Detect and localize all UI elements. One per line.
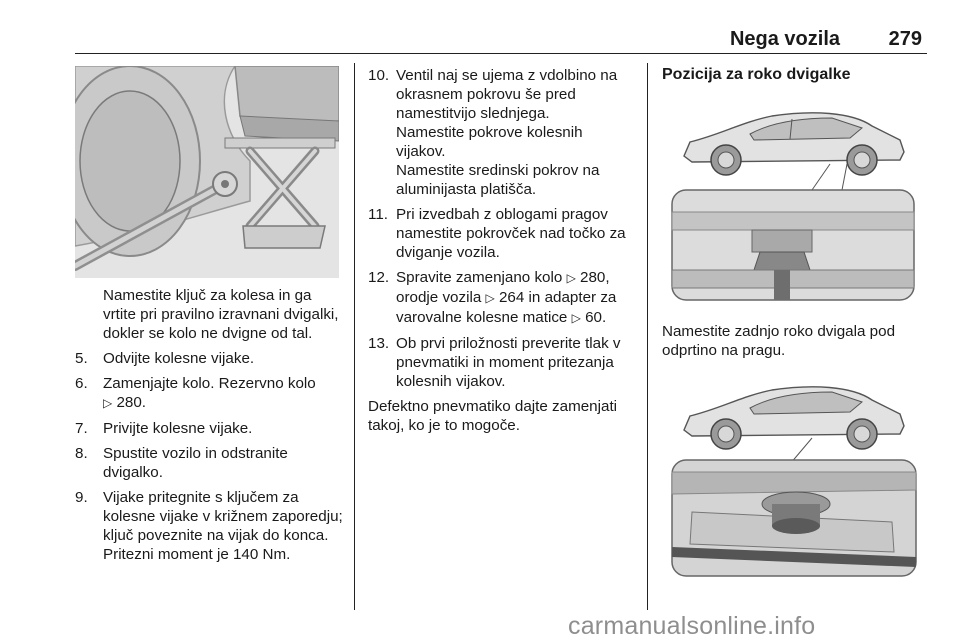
jack-position-illustration-2 (662, 372, 928, 582)
list-item: 11. Pri izvedbah z oblogami pragov namestite pokrovček nad točko za dviganje vozila. (368, 206, 626, 261)
column-divider (354, 63, 355, 610)
triangle-ref-icon: ▷ (103, 396, 113, 410)
list-item: 6. Zamenjajte kolo. Rezervno kolo ▷ 280. (75, 375, 316, 411)
column-1 (75, 286, 343, 570)
header-rule (75, 53, 927, 54)
list-item: 10. Ventil naj se ujema z vdolbino na okrasnem pokrovu še pred namestitvijo slednjega. Namestite pokrove kolesnih vijakov. Namestite sredinski pokrov na aluminijasta platišča. (368, 67, 618, 198)
page-reference-link[interactable]: 280, (580, 269, 610, 286)
running-header: Nega vozila (729, 28, 840, 50)
note-paragraph: Defektno pnevmatiko dajte zamenjati takoj, ko je to mogoče. (368, 398, 618, 434)
jack-illustration (75, 66, 339, 278)
watermark: carmanualsonline.info (568, 612, 816, 640)
page-reference-link[interactable]: 264 in adapter za varovalne kolesne matice (396, 289, 617, 326)
page-number: 279 (888, 28, 922, 50)
intro-paragraph: Namestite ključ za kolesa in ga vrtite pri pravilno izravnani dvigalki, dokler se kolo ne dvigne od tal. (103, 287, 339, 342)
figure-caption: Namestite zadnjo roko dvigala pod odprtino na pragu. (662, 323, 896, 359)
list-item: 7. Privijte kolesne vijake. (75, 420, 253, 437)
column-2 (368, 66, 636, 435)
triangle-ref-icon: ▷ (571, 311, 581, 325)
triangle-ref-icon: ▷ (566, 271, 576, 285)
list-item: 5. Odvijte kolesne vijake. (75, 350, 255, 367)
list-item: 9. Vijake pritegnite s ključem za kolesne vijake v križnem zaporedju; ključ poveznite na vijak do konca. Pritezni moment je 140 Nm. (75, 489, 343, 563)
list-item: 12. Spravite zamenjano kolo ▷ 280, orodje vozila ▷ 264 in adapter za varovalne kolesne matice ▷ 60. (368, 269, 617, 326)
page-reference-link[interactable]: 60. (585, 309, 607, 326)
list-item: 13. Ob prvi priložnosti preverite tlak v pnevmatiki in moment pritezanja kolesnih vijakov. (368, 335, 621, 390)
page-reference-link[interactable]: 280. (116, 394, 147, 411)
section-heading: Pozicija za roko dvigalke (662, 66, 851, 83)
column-divider (647, 63, 648, 610)
triangle-ref-icon: ▷ (485, 291, 495, 305)
jack-position-illustration-1 (662, 94, 928, 306)
list-item: 8. Spustite vozilo in odstranite dvigalko. (75, 445, 288, 481)
